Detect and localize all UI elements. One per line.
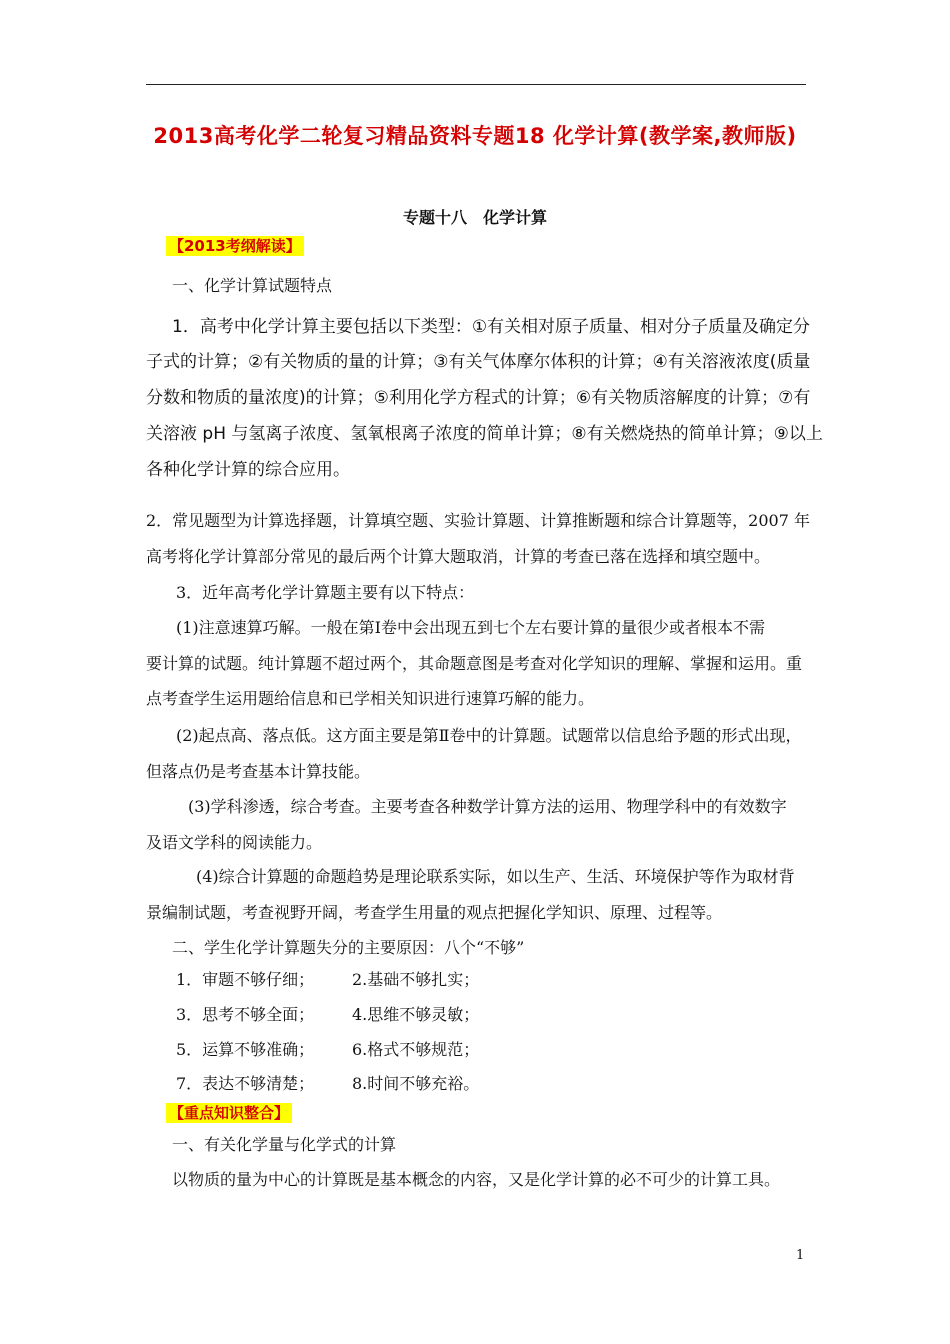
reason-item: 4.思维不够灵敏； bbox=[352, 1005, 480, 1024]
point2-line: 高考将化学计算部分常见的最后两个计算大题取消，计算的考查已落在选择和填空题中。 bbox=[146, 547, 771, 566]
page-number: 1 bbox=[796, 1248, 805, 1263]
reason-item: 7．表达不够清楚； bbox=[176, 1074, 315, 1093]
document-title: 2013高考化学二轮复习精品资料专题18 化学计算(教学案,教师版) bbox=[153, 124, 797, 148]
part3-heading: 一、有关化学量与化学式的计算 bbox=[172, 1135, 397, 1154]
sub2-line: (2)起点高、落点低。这方面主要是第Ⅱ卷中的计算题。试题常以信息给予题的形式出现， bbox=[176, 726, 802, 745]
reason-item: 5．运算不够准确； bbox=[176, 1040, 315, 1059]
part3-text: 以物质的量为中心的计算既是基本概念的内容，又是化学计算的必不可少的计算工具。 bbox=[172, 1170, 781, 1189]
sub1-line: 要计算的试题。纯计算题不超过两个，其命题意图是考查对化学知识的理解、掌握和运用。重 bbox=[146, 654, 803, 673]
point3-heading: 3．近年高考化学计算题主要有以下特点： bbox=[176, 583, 475, 602]
exam-outline-badge: 【2013考纲解读】 bbox=[166, 236, 304, 256]
section-title: 专题十八 化学计算 bbox=[402, 208, 547, 227]
point1-line: 各种化学计算的综合应用。 bbox=[146, 460, 350, 480]
sub4-line: (4)综合计算题的命题趋势是理论联系实际，如以生产、生活、环境保护等作为取材背 bbox=[196, 867, 795, 886]
point1-line: 子式的计算；②有关物质的量的计算；③有关气体摩尔体积的计算；④有关溶液浓度(质量 bbox=[146, 352, 811, 372]
point1-line: 关溶液 pH 与氢离子浓度、氢氧根离子浓度的简单计算；⑧有关燃烧热的简单计算；⑨以上 bbox=[146, 424, 823, 444]
point2-line: 2．常见题型为计算选择题，计算填空题、实验计算题、计算推断题和综合计算题等，2007 年 bbox=[146, 511, 810, 530]
sub1-line: 点考查学生运用题给信息和已学相关知识进行速算巧解的能力。 bbox=[146, 689, 595, 708]
point1-line: 1．高考中化学计算主要包括以下类型：①有关相对原子质量、相对分子质量及确定分 bbox=[172, 317, 811, 337]
reason-item: 8.时间不够充裕。 bbox=[352, 1074, 480, 1093]
sub4-line: 景编制试题，考查视野开阔，考查学生用量的观点把握化学知识、原理、过程等。 bbox=[146, 903, 723, 922]
part2-heading: 二、学生化学计算题失分的主要原因：八个“不够” bbox=[172, 938, 525, 957]
sub2-line: 但落点仍是考查基本计算技能。 bbox=[146, 762, 371, 781]
reason-item: 3．思考不够全面； bbox=[176, 1005, 315, 1024]
reason-item: 1．审题不够仔细； bbox=[176, 970, 315, 989]
part1-heading: 一、化学计算试题特点 bbox=[172, 276, 333, 295]
header-rule bbox=[146, 84, 806, 85]
sub3-line: 及语文学科的阅读能力。 bbox=[146, 833, 323, 852]
sub1-line: (1)注意速算巧解。一般在第Ⅰ卷中会出现五到七个左右要计算的量很少或者根本不需 bbox=[176, 618, 765, 637]
key-knowledge-badge: 【重点知识整合】 bbox=[166, 1103, 292, 1123]
sub3-line: (3)学科渗透，综合考查。主要考查各种数学计算方法的运用、物理学科中的有效数字 bbox=[188, 797, 787, 816]
reason-item: 6.格式不够规范； bbox=[352, 1040, 480, 1059]
reason-item: 2.基础不够扎实； bbox=[352, 970, 480, 989]
point1-line: 分数和物质的量浓度)的计算；⑤利用化学方程式的计算；⑥有关物质溶解度的计算；⑦有 bbox=[146, 388, 811, 408]
